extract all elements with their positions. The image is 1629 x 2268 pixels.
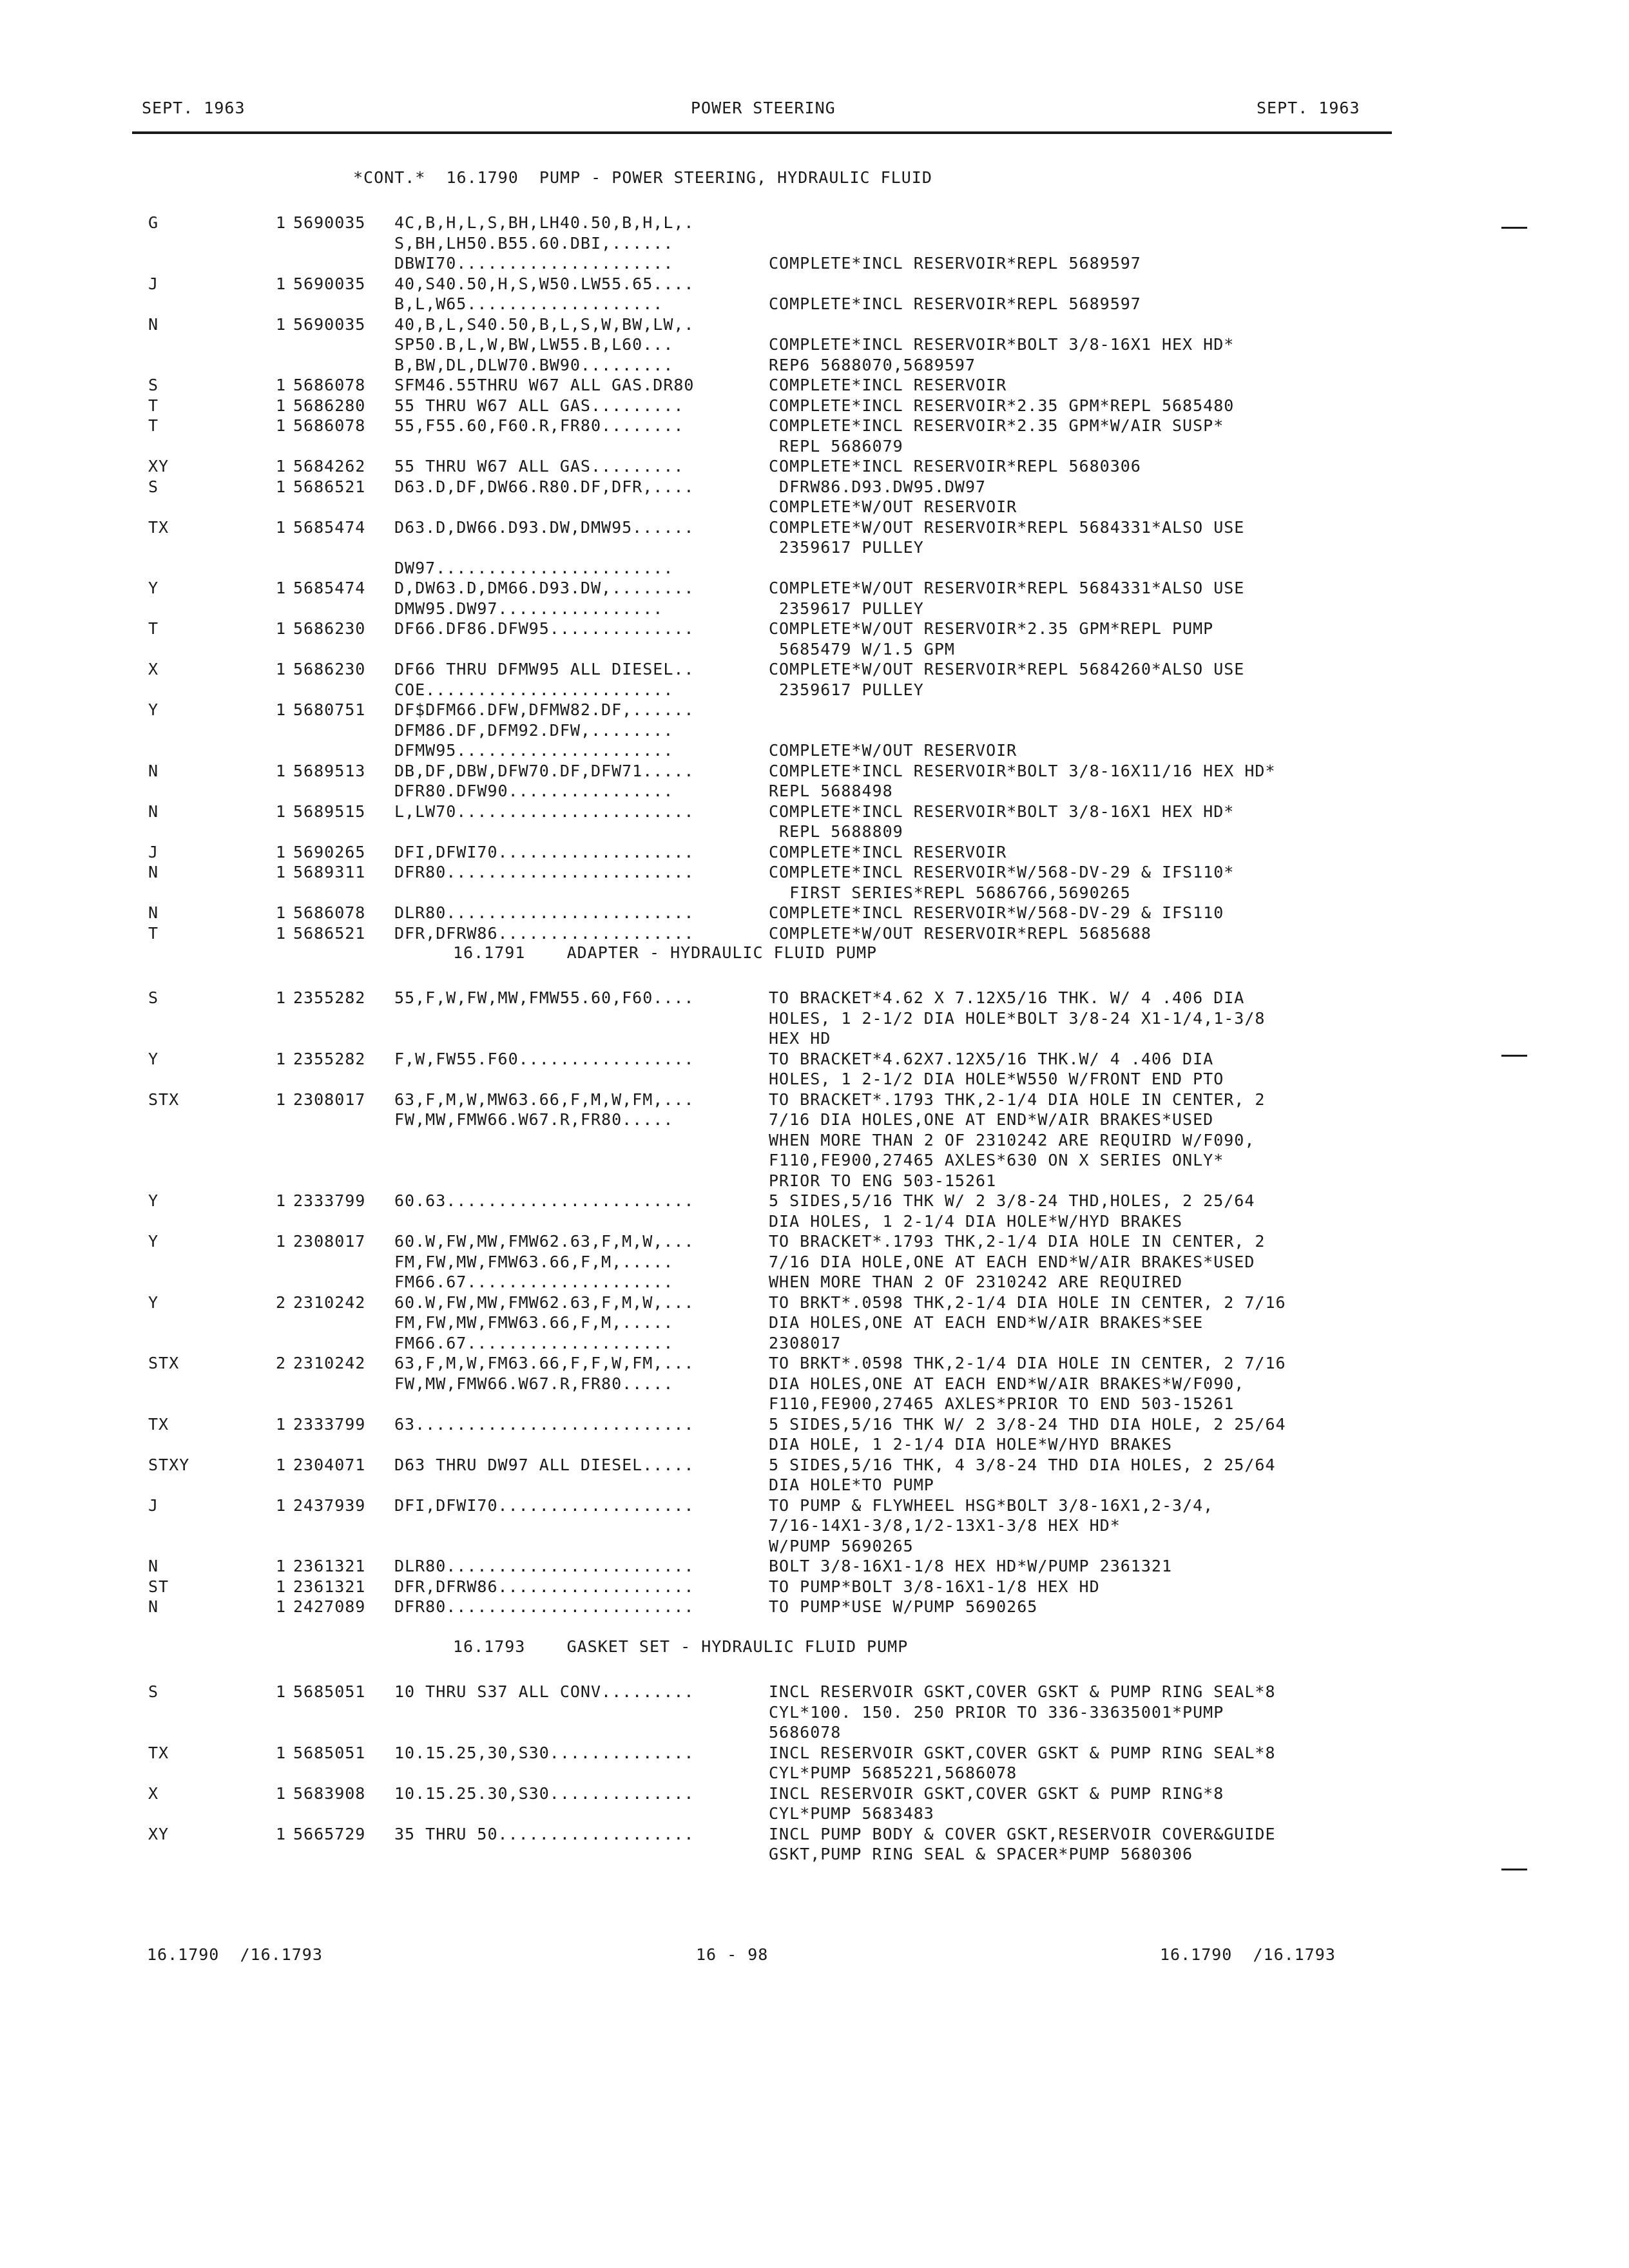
row-description: HEX HD	[769, 1029, 831, 1048]
row-description: F110,FE900,27465 AXLES*PRIOR TO END 503-15261	[769, 1394, 1235, 1413]
row-part-number: 5686521	[293, 924, 366, 943]
row-description: DIA HOLES, 1 2-1/4 DIA HOLE*W/HYD BRAKES	[769, 1212, 1183, 1231]
row-description: DIA HOLES,ONE AT EACH END*W/AIR BRAKES*W/F090,	[769, 1374, 1245, 1393]
row-description: 7/16 DIA HOLE,ONE AT EACH END*W/AIR BRAKES*USED	[769, 1253, 1255, 1271]
row-code: G	[148, 213, 159, 232]
row-description: COMPLETE*INCL RESERVOIR	[769, 843, 1007, 861]
row-description: WHEN MORE THAN 2 OF 2310242 ARE REQUIRED	[769, 1273, 1183, 1291]
row-qty: 1	[276, 1597, 287, 1616]
row-description: TO PUMP*BOLT 3/8-16X1-1/8 HEX HD	[769, 1577, 1100, 1596]
header-right: SEPT. 1963	[1257, 99, 1360, 117]
row-part-number: 5689513	[293, 762, 366, 780]
row-model: DF66.DF86.DFW95..............	[394, 619, 695, 638]
row-model: B,L,W65...................	[394, 294, 664, 313]
row-model: L,LW70.......................	[394, 802, 695, 821]
row-model: 10.15.25.30,S30..............	[394, 1784, 695, 1803]
row-model: DF$DFM66.DFW,DFMW82.DF,......	[394, 700, 695, 719]
row-description: COMPLETE*INCL RESERVOIR*REPL 5689597	[769, 254, 1141, 273]
row-description: COMPLETE*INCL RESERVOIR*2.35 GPM*REPL 5685480	[769, 396, 1235, 415]
row-description: CYL*100. 150. 250 PRIOR TO 336-33635001*PUMP	[769, 1703, 1224, 1722]
row-qty: 1	[276, 802, 287, 821]
row-model: FW,MW,FMW66.W67.R,FR80.....	[394, 1374, 674, 1393]
row-qty: 1	[276, 1825, 287, 1843]
row-model: DMW95.DW97................	[394, 599, 664, 618]
row-code: STX	[148, 1090, 180, 1109]
row-model: 63,F,M,W,FM63.66,F,F,W,FM,...	[394, 1354, 695, 1372]
row-description: 7/16-14X1-3/8,1/2-13X1-3/8 HEX HD*	[769, 1516, 1121, 1535]
row-description: FIRST SERIES*REPL 5686766,5690265	[769, 883, 1131, 902]
row-description: CYL*PUMP 5685221,5686078	[769, 1763, 1017, 1782]
row-description: TO BRACKET*4.62 X 7.12X5/16 THK. W/ 4 .406 DIA	[769, 988, 1245, 1007]
row-qty: 1	[276, 213, 287, 232]
row-code: ST	[148, 1577, 169, 1596]
row-description: CYL*PUMP 5683483	[769, 1804, 934, 1823]
row-part-number: 2355282	[293, 1050, 366, 1068]
row-qty: 1	[276, 700, 287, 719]
row-description: REPL 5688498	[769, 782, 893, 800]
row-qty: 1	[276, 762, 287, 780]
row-part-number: 2361321	[293, 1577, 366, 1596]
row-description: COMPLETE*INCL RESERVOIR*BOLT 3/8-16X1 HEX HD*	[769, 802, 1235, 821]
row-description: 5 SIDES,5/16 THK, 4 3/8-24 THD DIA HOLES, 2 25/64	[769, 1456, 1276, 1474]
row-qty: 1	[276, 1744, 287, 1762]
row-model: 60.W,FW,MW,FMW62.63,F,M,W,...	[394, 1232, 695, 1251]
row-model: FM66.67....................	[394, 1273, 674, 1291]
row-description: COMPLETE*INCL RESERVOIR*2.35 GPM*W/AIR SUSP*	[769, 416, 1224, 435]
row-part-number: 5684262	[293, 457, 366, 476]
row-qty: 1	[276, 619, 287, 638]
row-description: WHEN MORE THAN 2 OF 2310242 ARE REQUIRD W/F090,	[769, 1131, 1255, 1149]
row-part-number: 5685474	[293, 579, 366, 597]
row-qty: 1	[276, 924, 287, 943]
row-code: N	[148, 762, 159, 780]
row-part-number: 5690035	[293, 274, 366, 293]
row-qty: 1	[276, 1456, 287, 1474]
row-code: N	[148, 315, 159, 334]
row-description: DIA HOLE, 1 2-1/4 DIA HOLE*W/HYD BRAKES	[769, 1435, 1172, 1454]
row-code: N	[148, 863, 159, 881]
row-code: Y	[148, 1050, 159, 1068]
row-model: DB,DF,DBW,DFW70.DF,DFW71.....	[394, 762, 695, 780]
row-model: F,W,FW55.F60.................	[394, 1050, 695, 1068]
row-qty: 2	[276, 1293, 287, 1312]
row-qty: 1	[276, 396, 287, 415]
row-model: D63.D,DF,DW66.R80.DF,DFR,....	[394, 477, 695, 496]
row-qty: 1	[276, 1577, 287, 1596]
row-qty: 1	[276, 477, 287, 496]
row-part-number: 2308017	[293, 1232, 366, 1251]
row-description: TO BRKT*.0598 THK,2-1/4 DIA HOLE IN CENTER, 2 7/16	[769, 1293, 1286, 1312]
row-description: INCL RESERVOIR GSKT,COVER GSKT & PUMP RING SEAL*8	[769, 1744, 1276, 1762]
row-model: DLR80........................	[394, 903, 695, 922]
row-code: S	[148, 1682, 159, 1701]
section-title: 16.1791 ADAPTER - HYDRAULIC FLUID PUMP	[453, 943, 878, 962]
row-qty: 1	[276, 1496, 287, 1515]
row-description: TO BRACKET*.1793 THK,2-1/4 DIA HOLE IN CENTER, 2	[769, 1232, 1266, 1251]
row-model: DFR,DFRW86...................	[394, 1577, 695, 1596]
row-model: DFMW95.....................	[394, 741, 674, 760]
row-model: FM66.67....................	[394, 1334, 674, 1352]
row-description: W/PUMP 5690265	[769, 1537, 914, 1555]
row-description: DIA HOLES,ONE AT EACH END*W/AIR BRAKES*SEE	[769, 1313, 1204, 1332]
row-code: J	[148, 274, 159, 293]
row-code: T	[148, 416, 159, 435]
row-qty: 1	[276, 457, 287, 476]
row-qty: 1	[276, 1557, 287, 1575]
row-model: 55,F55.60,F60.R,FR80........	[394, 416, 684, 435]
row-qty: 1	[276, 1090, 287, 1109]
row-description: COMPLETE*W/OUT RESERVOIR*REPL 5684331*ALSO USE	[769, 518, 1245, 537]
row-model: B,BW,DL,DLW70.BW90.........	[394, 356, 674, 374]
row-model: DFM86.DF,DFM92.DFW,........	[394, 721, 674, 740]
row-code: STX	[148, 1354, 180, 1372]
row-qty: 1	[276, 988, 287, 1007]
row-part-number: 2310242	[293, 1293, 366, 1312]
row-code: J	[148, 843, 159, 861]
row-model: 55 THRU W67 ALL GAS.........	[394, 457, 684, 476]
row-part-number: 2427089	[293, 1597, 366, 1616]
row-model: 40,B,L,S40.50,B,L,S,W,BW,LW,.	[394, 315, 695, 334]
row-description: GSKT,PUMP RING SEAL & SPACER*PUMP 5680306	[769, 1845, 1193, 1863]
row-description: COMPLETE*INCL RESERVOIR*REPL 5680306	[769, 457, 1141, 476]
row-model: 60.63........................	[394, 1191, 695, 1210]
row-qty: 1	[276, 1191, 287, 1210]
row-description: PRIOR TO ENG 503-15261	[769, 1171, 997, 1190]
row-model: S,BH,LH50.B55.60.DBI,......	[394, 234, 674, 253]
row-qty: 1	[276, 1682, 287, 1701]
row-description: TO PUMP*USE W/PUMP 5690265	[769, 1597, 1038, 1616]
row-model: FM,FW,MW,FMW63.66,F,M,.....	[394, 1253, 674, 1271]
footer-center: 16 - 98	[696, 1945, 769, 1964]
row-qty: 1	[276, 1415, 287, 1434]
row-code: Y	[148, 1191, 159, 1210]
row-description: COMPLETE*INCL RESERVOIR*REPL 5689597	[769, 294, 1141, 313]
row-qty: 1	[276, 1050, 287, 1068]
row-model: 4C,B,H,L,S,BH,LH40.50,B,H,L,.	[394, 213, 695, 232]
row-part-number: 2437939	[293, 1496, 366, 1515]
row-part-number: 2355282	[293, 988, 366, 1007]
row-code: N	[148, 903, 159, 922]
row-model: D63 THRU DW97 ALL DIESEL.....	[394, 1456, 695, 1474]
row-qty: 1	[276, 315, 287, 334]
row-qty: 1	[276, 863, 287, 881]
row-description: TO BRKT*.0598 THK,2-1/4 DIA HOLE IN CENTER, 2 7/16	[769, 1354, 1286, 1372]
row-description: 2359617 PULLEY	[769, 680, 924, 699]
row-model: DW97.......................	[394, 559, 674, 577]
row-description: HOLES, 1 2-1/2 DIA HOLE*BOLT 3/8-24 X1-1/4,1-3/8	[769, 1009, 1266, 1028]
row-description: DFRW86.D93.DW95.DW97	[769, 477, 987, 496]
row-qty: 1	[276, 579, 287, 597]
row-model: SFM46.55THRU W67 ALL GAS.DR80	[394, 376, 695, 394]
row-qty: 1	[276, 1232, 287, 1251]
row-model: 60.W,FW,MW,FMW62.63,F,M,W,...	[394, 1293, 695, 1312]
row-code: N	[148, 1597, 159, 1616]
row-part-number: 2310242	[293, 1354, 366, 1372]
row-model: COE........................	[394, 680, 674, 699]
row-model: 10.15.25,30,S30..............	[394, 1744, 695, 1762]
section-title: *CONT.* 16.1790 PUMP - POWER STEERING, HYDRAULIC FLUID	[353, 168, 932, 187]
margin-mark	[1501, 1055, 1527, 1057]
row-model: DFI,DFWI70...................	[394, 843, 695, 861]
row-model: 63...........................	[394, 1415, 695, 1434]
row-part-number: 2304071	[293, 1456, 366, 1474]
row-model: DLR80........................	[394, 1557, 695, 1575]
row-description: 2308017	[769, 1334, 842, 1352]
row-model: DFI,DFWI70...................	[394, 1496, 695, 1515]
row-description: 5685479 W/1.5 GPM	[769, 640, 955, 658]
row-code: X	[148, 1784, 159, 1803]
row-description: 7/16 DIA HOLES,ONE AT END*W/AIR BRAKES*USED	[769, 1110, 1214, 1129]
row-part-number: 5689311	[293, 863, 366, 881]
row-model: FM,FW,MW,FMW63.66,F,M,.....	[394, 1313, 674, 1332]
header-left: SEPT. 1963	[142, 99, 246, 117]
row-code: S	[148, 477, 159, 496]
row-part-number: 5685051	[293, 1682, 366, 1701]
row-description: COMPLETE*INCL RESERVOIR	[769, 376, 1007, 394]
row-description: TO BRACKET*.1793 THK,2-1/4 DIA HOLE IN CENTER, 2	[769, 1090, 1266, 1109]
row-part-number: 2361321	[293, 1557, 366, 1575]
row-description: 5 SIDES,5/16 THK W/ 2 3/8-24 THD,HOLES, 2 25/64	[769, 1191, 1255, 1210]
row-description: INCL PUMP BODY & COVER GSKT,RESERVOIR COVER&GUIDE	[769, 1825, 1276, 1843]
row-part-number: 2308017	[293, 1090, 366, 1109]
row-description: COMPLETE*W/OUT RESERVOIR*REPL 5684331*ALSO USE	[769, 579, 1245, 597]
row-part-number: 5665729	[293, 1825, 366, 1843]
row-description: COMPLETE*W/OUT RESERVOIR	[769, 497, 1017, 516]
row-code: XY	[148, 1825, 169, 1843]
row-code: T	[148, 396, 159, 415]
row-part-number: 5686078	[293, 903, 366, 922]
row-part-number: 5683908	[293, 1784, 366, 1803]
row-description: HOLES, 1 2-1/2 DIA HOLE*W550 W/FRONT END PTO	[769, 1070, 1224, 1088]
row-part-number: 5686078	[293, 376, 366, 394]
row-description: COMPLETE*W/OUT RESERVOIR*2.35 GPM*REPL PUMP	[769, 619, 1214, 638]
margin-mark	[1501, 227, 1527, 229]
row-model: DBWI70.....................	[394, 254, 674, 273]
row-description: COMPLETE*W/OUT RESERVOIR*REPL 5684260*ALSO USE	[769, 660, 1245, 678]
row-part-number: 5690265	[293, 843, 366, 861]
row-model: 10 THRU S37 ALL CONV.........	[394, 1682, 695, 1701]
row-code: J	[148, 1496, 159, 1515]
row-part-number: 5685051	[293, 1744, 366, 1762]
row-model: 55 THRU W67 ALL GAS.........	[394, 396, 684, 415]
row-code: TX	[148, 1415, 169, 1434]
row-description: F110,FE900,27465 AXLES*630 ON X SERIES ONLY*	[769, 1151, 1224, 1169]
row-description: COMPLETE*INCL RESERVOIR*W/568-DV-29 & IFS110	[769, 903, 1224, 922]
row-code: Y	[148, 700, 159, 719]
row-model: DF66 THRU DFMW95 ALL DIESEL..	[394, 660, 695, 678]
row-model: FW,MW,FMW66.W67.R,FR80.....	[394, 1110, 674, 1129]
row-qty: 1	[276, 416, 287, 435]
row-code: T	[148, 924, 159, 943]
row-part-number: 2333799	[293, 1191, 366, 1210]
row-model: DFR80.DFW90................	[394, 782, 674, 800]
row-part-number: 5680751	[293, 700, 366, 719]
row-code: XY	[148, 457, 169, 476]
row-qty: 1	[276, 660, 287, 678]
row-part-number: 5690035	[293, 213, 366, 232]
row-part-number: 5686230	[293, 619, 366, 638]
row-model: DFR80........................	[394, 1597, 695, 1616]
header-center: POWER STEERING	[691, 99, 836, 117]
row-model: D63.D,DW66.D93.DW,DMW95......	[394, 518, 695, 537]
row-code: N	[148, 1557, 159, 1575]
row-qty: 1	[276, 274, 287, 293]
row-description: 2359617 PULLEY	[769, 599, 924, 618]
row-code: X	[148, 660, 159, 678]
row-part-number: 5689515	[293, 802, 366, 821]
row-model: SP50.B,L,W,BW,LW55.B,L60...	[394, 335, 674, 354]
row-model: D,DW63.D,DM66.D93.DW,........	[394, 579, 695, 597]
section-title: 16.1793 GASKET SET - HYDRAULIC FLUID PUMP	[453, 1637, 909, 1656]
row-model: 35 THRU 50...................	[394, 1825, 695, 1843]
row-description: INCL RESERVOIR GSKT,COVER GSKT & PUMP RING*8	[769, 1784, 1224, 1803]
row-part-number: 5685474	[293, 518, 366, 537]
row-description: COMPLETE*INCL RESERVOIR*W/568-DV-29 & IFS110*	[769, 863, 1235, 881]
row-code: T	[148, 619, 159, 638]
row-code: Y	[148, 579, 159, 597]
row-description: TO PUMP & FLYWHEEL HSG*BOLT 3/8-16X1,2-3/4,	[769, 1496, 1214, 1515]
footer-left: 16.1790 /16.1793	[147, 1945, 323, 1964]
margin-mark	[1501, 1869, 1527, 1870]
row-part-number: 5686280	[293, 396, 366, 415]
row-description: 5 SIDES,5/16 THK W/ 2 3/8-24 THD DIA HOLE, 2 25/64	[769, 1415, 1286, 1434]
row-model: 63,F,M,W,MW63.66,F,M,W,FM,...	[394, 1090, 695, 1109]
row-description: COMPLETE*INCL RESERVOIR*BOLT 3/8-16X1 HEX HD*	[769, 335, 1235, 354]
row-part-number: 5690035	[293, 315, 366, 334]
row-model: DFR80........................	[394, 863, 695, 881]
row-part-number: 5686230	[293, 660, 366, 678]
row-description: COMPLETE*INCL RESERVOIR*BOLT 3/8-16X11/16 HEX HD*	[769, 762, 1276, 780]
row-model: 55,F,W,FW,MW,FMW55.60,F60....	[394, 988, 695, 1007]
row-description: REPL 5688809	[769, 822, 903, 841]
row-part-number: 5686521	[293, 477, 366, 496]
row-description: COMPLETE*W/OUT RESERVOIR*REPL 5685688	[769, 924, 1152, 943]
row-description: BOLT 3/8-16X1-1/8 HEX HD*W/PUMP 2361321	[769, 1557, 1172, 1575]
row-qty: 1	[276, 376, 287, 394]
row-code: Y	[148, 1293, 159, 1312]
row-code: N	[148, 802, 159, 821]
row-description: DIA HOLE*TO PUMP	[769, 1475, 934, 1494]
row-description: REP6 5688070,5689597	[769, 356, 976, 374]
row-code: STXY	[148, 1456, 190, 1474]
footer-right: 16.1790 /16.1793	[1160, 1945, 1336, 1964]
row-description: INCL RESERVOIR GSKT,COVER GSKT & PUMP RING SEAL*8	[769, 1682, 1276, 1701]
row-part-number: 5686078	[293, 416, 366, 435]
row-code: TX	[148, 1744, 169, 1762]
row-part-number: 2333799	[293, 1415, 366, 1434]
row-description: 5686078	[769, 1723, 842, 1742]
row-qty: 1	[276, 843, 287, 861]
row-description: 2359617 PULLEY	[769, 538, 924, 557]
row-qty: 1	[276, 903, 287, 922]
row-qty: 2	[276, 1354, 287, 1372]
row-code: S	[148, 376, 159, 394]
row-code: Y	[148, 1232, 159, 1251]
row-code: S	[148, 988, 159, 1007]
row-qty: 1	[276, 518, 287, 537]
row-model: DFR,DFRW86...................	[394, 924, 695, 943]
row-description: REPL 5686079	[769, 437, 903, 456]
row-qty: 1	[276, 1784, 287, 1803]
header-rule	[132, 131, 1392, 134]
row-description: TO BRACKET*4.62X7.12X5/16 THK.W/ 4 .406 DIA	[769, 1050, 1214, 1068]
row-code: TX	[148, 518, 169, 537]
row-description: COMPLETE*W/OUT RESERVOIR	[769, 741, 1017, 760]
row-model: 40,S40.50,H,S,W50.LW55.65....	[394, 274, 695, 293]
